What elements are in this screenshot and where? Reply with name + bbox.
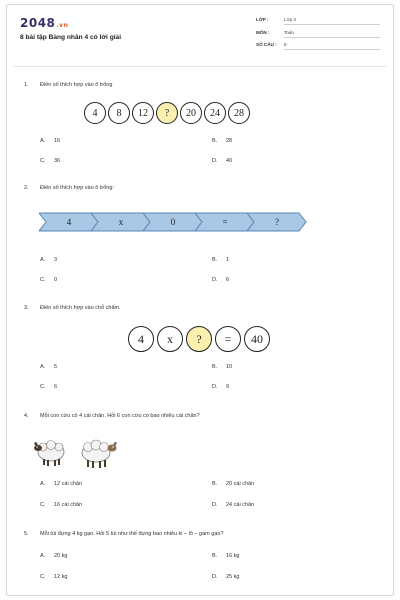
option-text: 28 <box>226 138 233 144</box>
arrow-box <box>195 212 255 232</box>
answer-option-a[interactable] <box>40 364 57 370</box>
equation-cell: 4 <box>128 326 154 352</box>
option-text: 20 kg <box>54 553 68 559</box>
meta-value: Toán <box>284 30 380 38</box>
answer-option-d[interactable] <box>212 574 239 580</box>
answer-option-a[interactable] <box>40 138 60 144</box>
worksheet-header <box>20 16 380 64</box>
equation-cell: 40 <box>244 326 270 352</box>
option-letter: D. <box>212 574 218 580</box>
option-text: 24 cái chân <box>226 502 255 508</box>
answer-option-b[interactable] <box>212 481 254 487</box>
option-letter: D. <box>212 158 218 164</box>
sequence-cell: 4 <box>84 102 106 124</box>
option-text: 1 <box>226 257 230 263</box>
answer-option-c[interactable] <box>40 502 82 508</box>
option-letter: C. <box>40 158 46 164</box>
meta-value: Lớp 3 <box>284 17 380 25</box>
page-title: 8 bài tập Bảng nhân 4 có lời giải <box>20 34 122 41</box>
question-prompt: Điền số thích hợp vào ô trống <box>40 82 113 88</box>
arrow-label: 0 <box>170 217 176 227</box>
question-1 <box>24 82 374 172</box>
worksheet-meta <box>256 16 380 54</box>
sequence-cell: 8 <box>108 102 130 124</box>
option-text: 20 cái chân <box>226 481 255 487</box>
answer-option-b[interactable] <box>212 553 239 559</box>
answer-option-c[interactable] <box>40 574 67 580</box>
option-letter: B. <box>212 138 218 144</box>
question-number: 3. <box>24 305 29 311</box>
sequence-cell: 28 <box>228 102 250 124</box>
answer-option-a[interactable] <box>40 553 67 559</box>
answer-option-d[interactable] <box>212 384 229 390</box>
question-text <box>24 413 200 419</box>
answer-option-b[interactable] <box>212 364 232 370</box>
option-letter: B. <box>212 481 218 487</box>
arrow-label: ? <box>275 217 279 227</box>
logo-text: 2048 <box>20 16 56 30</box>
option-text: 16 cái chân <box>54 502 83 508</box>
option-text: 12 kg <box>54 574 68 580</box>
option-letter: A. <box>40 364 46 370</box>
option-text: 16 <box>54 138 61 144</box>
option-text: 5 <box>54 364 58 370</box>
question-prompt: Điền số thích hợp vào chỗ chấm. <box>40 305 121 311</box>
option-text: 25 kg <box>226 574 240 580</box>
question-number: 1. <box>24 82 29 88</box>
option-letter: D. <box>212 277 218 283</box>
sequence-blank-cell[interactable]: ? <box>156 102 178 124</box>
answer-option-b[interactable] <box>212 257 229 263</box>
option-text: 6 <box>226 277 230 283</box>
option-letter: C. <box>40 384 46 390</box>
option-text: 10 <box>226 364 233 370</box>
sheep-image <box>76 437 118 469</box>
question-prompt: Điền số thích hợp vào ô trống: <box>40 185 114 191</box>
option-letter: B. <box>212 364 218 370</box>
sequence-cell: 24 <box>204 102 226 124</box>
sequence-cell: 12 <box>132 102 154 124</box>
option-letter: D. <box>212 502 218 508</box>
meta-key: MÔN : <box>256 29 270 35</box>
option-text: 40 <box>226 158 233 164</box>
option-letter: A. <box>40 257 46 263</box>
header-divider <box>14 66 386 67</box>
option-letter: A. <box>40 138 46 144</box>
question-number: 2. <box>24 185 29 191</box>
answer-option-d[interactable] <box>212 277 229 283</box>
meta-row-subject <box>256 29 380 42</box>
question-prompt: Mỗi túi đựng 4 kg gạo. Hỏi 5 túi như thế đựng bao nhiêu ki – lô – gam gạo? <box>40 531 224 537</box>
arrow-label: = <box>222 217 228 227</box>
arrow-box <box>143 212 203 232</box>
option-text: 12 cái chân <box>54 481 83 487</box>
sheep-image <box>34 435 74 467</box>
answer-option-a[interactable] <box>40 481 82 487</box>
option-letter: B. <box>212 553 218 559</box>
question-text <box>24 82 112 88</box>
answer-option-c[interactable] <box>40 384 57 390</box>
arrow-label: x <box>118 217 124 227</box>
question-5 <box>24 531 374 586</box>
question-number: 4. <box>24 413 29 419</box>
site-logo[interactable] <box>20 16 68 30</box>
option-letter: C. <box>40 502 46 508</box>
arrow-box-answer[interactable] <box>247 212 307 232</box>
answer-option-c[interactable] <box>40 158 60 164</box>
option-letter: B. <box>212 257 218 263</box>
logo-tld: .vn <box>56 22 69 29</box>
meta-key: SỐ CÂU : <box>256 42 277 47</box>
answer-option-d[interactable] <box>212 158 232 164</box>
option-text: 3 <box>54 257 58 263</box>
question-text <box>24 185 114 191</box>
option-letter: C. <box>40 277 46 283</box>
question-prompt: Mỗi con cừu có 4 cái chân. Hỏi 6 con cừu có bao nhiêu cái chân? <box>40 413 200 419</box>
arrow-label: 4 <box>66 217 72 227</box>
option-text: 16 kg <box>226 553 240 559</box>
option-letter: A. <box>40 553 46 559</box>
answer-option-d[interactable] <box>212 502 254 508</box>
question-text <box>24 531 224 537</box>
option-letter: C. <box>40 574 46 580</box>
arrow-box <box>91 212 151 232</box>
answer-option-b[interactable] <box>212 138 232 144</box>
equation-cell: x <box>157 326 183 352</box>
option-text: 0 <box>54 277 58 283</box>
option-letter: D. <box>212 384 218 390</box>
option-letter: A. <box>40 481 46 487</box>
meta-row-count <box>256 41 380 54</box>
option-text: 9 <box>226 384 230 390</box>
option-text: 36 <box>54 158 61 164</box>
equation-blank-cell[interactable]: ? <box>186 326 212 352</box>
equation-cell: = <box>215 326 241 352</box>
meta-value: 8 <box>284 42 380 50</box>
question-2 <box>24 185 374 295</box>
question-text <box>24 305 121 311</box>
meta-key: LỚP : <box>256 17 269 22</box>
sequence-cell: 20 <box>180 102 202 124</box>
option-text: 6 <box>54 384 58 390</box>
arrow-box <box>39 212 99 232</box>
answer-option-c[interactable] <box>40 277 57 283</box>
question-4 <box>24 413 374 518</box>
meta-row-class <box>256 16 380 29</box>
answer-option-a[interactable] <box>40 257 57 263</box>
question-3 <box>24 305 374 400</box>
question-number: 5. <box>24 531 29 537</box>
